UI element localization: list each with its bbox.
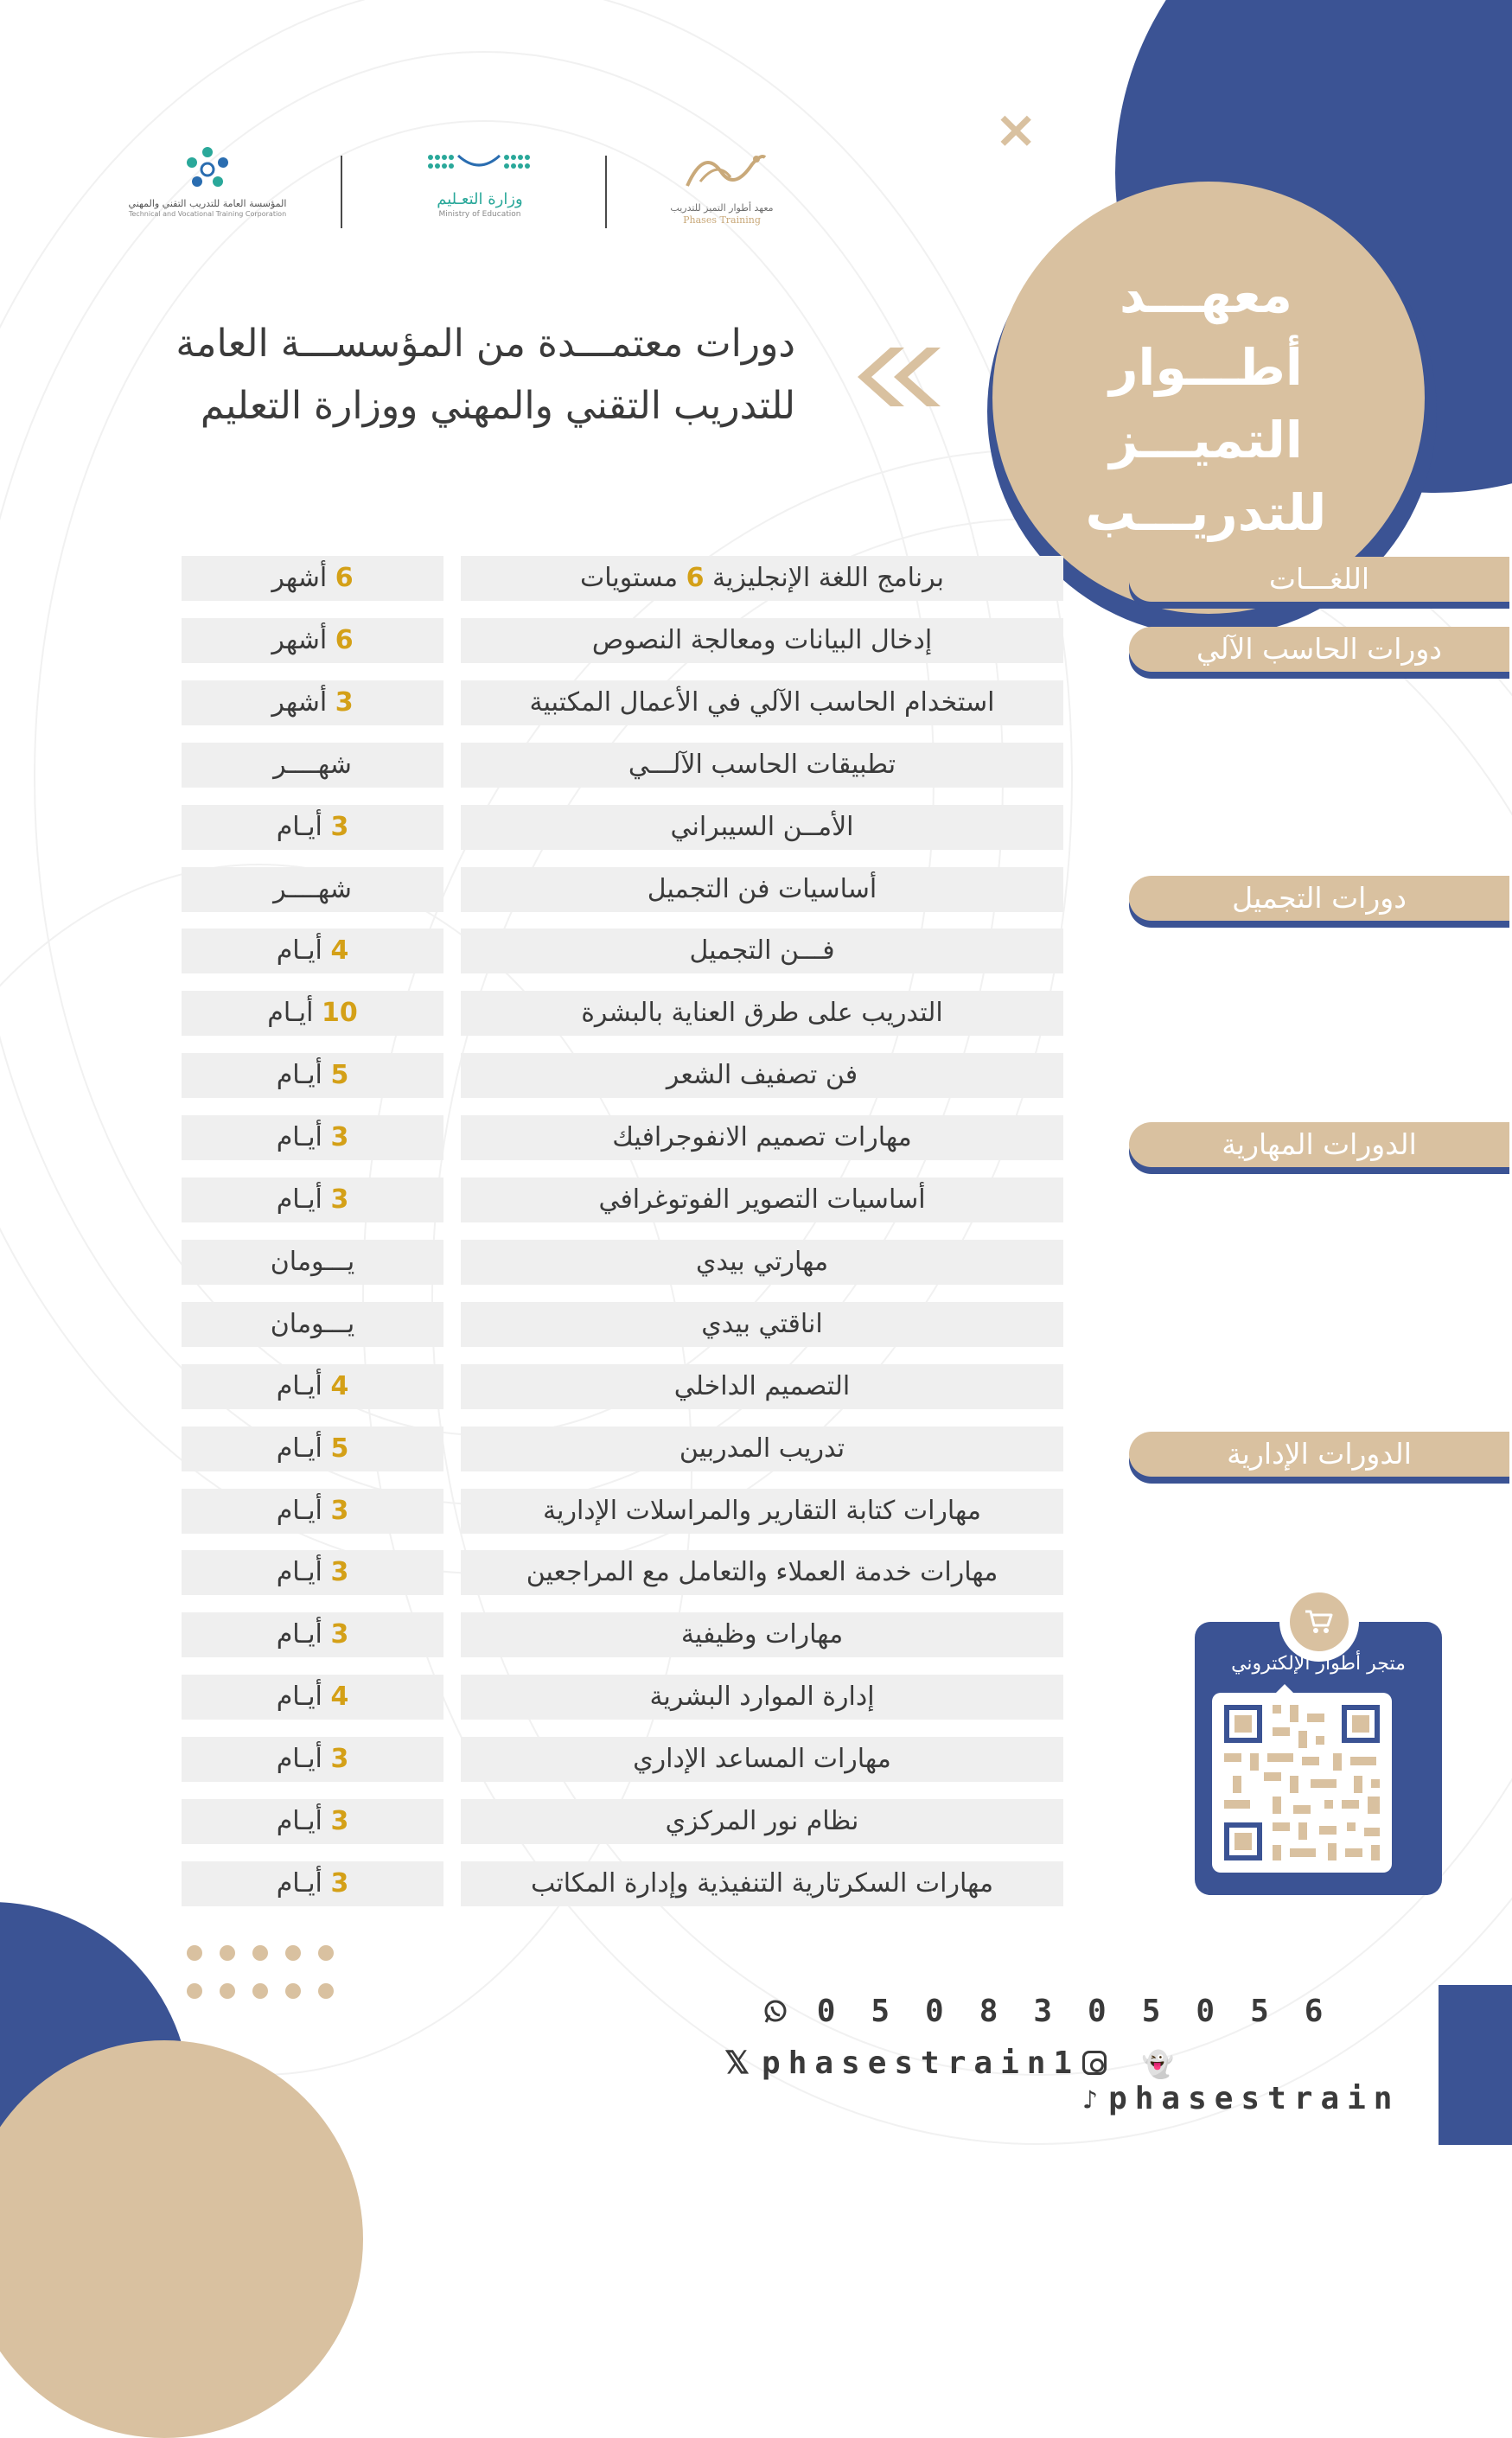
course-name xyxy=(461,1302,1063,1347)
course-name-text: إدخال البيانات ومعالجة النصوص xyxy=(591,625,933,655)
institute-title-line: أطـــوار xyxy=(1109,338,1303,397)
course-name xyxy=(461,1737,1063,1782)
course-name-text: التصميم الداخلي xyxy=(673,1371,851,1401)
course-duration xyxy=(182,1550,443,1595)
moe-logo-icon xyxy=(424,149,536,187)
phone-number-text: 0508305056 xyxy=(816,1994,1359,2029)
duration-number: 5 xyxy=(330,1433,349,1464)
tiktok-icon: ♪ xyxy=(1082,2085,1099,2116)
course-name-text: أساسيات فن التجميل xyxy=(647,874,877,904)
double-chevron-icon xyxy=(847,342,942,412)
duration-number: 6 xyxy=(335,563,354,593)
tvtc-logo-ar: المؤسسة العامة للتدريب التقني والمهني xyxy=(128,198,287,209)
course-name xyxy=(461,743,1063,788)
duration-unit: أيـام xyxy=(276,1122,322,1152)
course-name xyxy=(461,1550,1063,1595)
category-management: الدورات الإدارية xyxy=(1129,1432,1509,1477)
duration-unit: أشهر xyxy=(271,563,328,593)
moe-logo-en: Ministry of Education xyxy=(438,210,521,219)
course-duration xyxy=(182,743,443,788)
shopping-cart-icon xyxy=(1290,1592,1349,1651)
course-duration xyxy=(182,1426,443,1471)
duration-unit: أيـام xyxy=(276,1557,322,1587)
course-duration xyxy=(182,1612,443,1657)
course-duration xyxy=(182,1053,443,1098)
course-duration xyxy=(182,556,443,601)
category-beauty: دورات التجميل xyxy=(1129,876,1509,921)
decor-dot xyxy=(187,1983,202,1999)
course-duration xyxy=(182,991,443,1036)
duration-number: 3 xyxy=(330,1806,349,1836)
duration-number: 3 xyxy=(330,1868,349,1899)
course-name-text: مهارات خدمة العملاء والتعامل مع المراجعين xyxy=(526,1557,998,1587)
course-name-text: الأمــن السيبراني xyxy=(670,812,854,842)
duration-number: 3 xyxy=(330,1496,349,1526)
course-duration xyxy=(182,805,443,850)
course-duration xyxy=(182,1675,443,1720)
decor-dot xyxy=(220,1983,235,1999)
tvtc-logo xyxy=(112,144,303,220)
institute-title-line: معهـــد xyxy=(1120,265,1292,324)
course-duration xyxy=(182,1364,443,1409)
course-name-text: مهارات السكرتارية التنفيذية وإدارة المكاتب xyxy=(530,1868,994,1899)
snapchat-icon: 👻 xyxy=(1141,2050,1175,2080)
close-x-icon: × xyxy=(994,99,1038,160)
duration-unit: أيـام xyxy=(276,1806,322,1836)
duration-unit: أيـام xyxy=(276,1619,322,1650)
institute-title xyxy=(994,201,1418,607)
course-name xyxy=(461,618,1063,663)
course-duration xyxy=(182,1115,443,1160)
course-name xyxy=(461,1053,1063,1098)
duration-unit: يـــومان xyxy=(270,1247,355,1277)
decor-dot xyxy=(318,1983,334,1999)
course-name xyxy=(461,929,1063,973)
duration-number: 3 xyxy=(330,1122,349,1152)
decor-dot xyxy=(187,1945,202,1961)
course-duration xyxy=(182,1737,443,1782)
course-name xyxy=(461,991,1063,1036)
course-duration xyxy=(182,1861,443,1906)
duration-number: 3 xyxy=(330,812,349,842)
duration-number: 3 xyxy=(330,1744,349,1774)
duration-unit: شهــــر xyxy=(273,750,352,780)
headline-line: للتدريب التقني والمهني ووزارة التعليم xyxy=(200,384,795,428)
institute-title-line: التميـــز xyxy=(1109,411,1303,469)
course-name-text: مهارات وظيفية xyxy=(680,1619,844,1650)
category-computer: دورات الحاسب الآلي xyxy=(1129,627,1509,672)
tvtc-logo-en: Technical and Vocational Training Corporation xyxy=(128,210,287,218)
x-handle[interactable] xyxy=(724,2045,1080,2081)
logo-divider xyxy=(341,156,342,228)
course-name-text: مهارات كتابة التقارير والمراسلات الإدارية xyxy=(543,1496,981,1526)
headline xyxy=(112,313,795,437)
course-name xyxy=(461,805,1063,850)
course-name-text: إدارة الموارد البشرية xyxy=(649,1682,875,1712)
course-name xyxy=(461,1240,1063,1285)
duration-number: 10 xyxy=(322,998,358,1028)
duration-number: 4 xyxy=(330,935,349,966)
x-icon: 𝕏 xyxy=(724,2045,750,2081)
phases-logo-icon xyxy=(670,138,774,199)
store-label: متجر أطوار الإلكتروني xyxy=(1231,1653,1406,1675)
duration-number: 3 xyxy=(330,1619,349,1650)
course-name-text: أساسيات التصوير الفوتوغرافي xyxy=(598,1184,926,1215)
course-name xyxy=(461,680,1063,725)
course-name-text: نظام نور المركزي xyxy=(665,1806,859,1836)
decor-dot xyxy=(285,1983,301,1999)
course-name xyxy=(461,1675,1063,1720)
duration-number: 6 xyxy=(335,625,354,655)
course-name-text: تطبيقات الحاسب الآلـــي xyxy=(628,750,896,780)
course-name-text: استخدام الحاسب الآلي في الأعمال المكتبية xyxy=(529,687,995,718)
duration-number: 5 xyxy=(330,1060,349,1090)
category-languages: اللغـــات xyxy=(1129,557,1509,602)
duration-unit: أشهر xyxy=(271,687,328,718)
logo-divider xyxy=(605,156,607,228)
course-duration xyxy=(182,680,443,725)
decor-dot xyxy=(252,1983,268,1999)
course-name-text: فن تصفيف الشعر xyxy=(666,1060,858,1090)
course-duration xyxy=(182,1178,443,1222)
social-handle-text: phasestrain xyxy=(1108,2081,1400,2116)
tvtc-logo-icon xyxy=(182,144,233,195)
moe-logo-ar: وزارة التعـليم xyxy=(437,190,523,208)
course-name-number: 6 xyxy=(686,563,705,593)
course-name-text: مهارات تصميم الانفوجرافيك xyxy=(612,1122,912,1152)
course-duration xyxy=(182,1489,443,1534)
course-name-text: اناقتي بيدي xyxy=(701,1309,823,1339)
duration-unit: أيـام xyxy=(276,1496,322,1526)
whatsapp-icon xyxy=(762,1994,817,2029)
course-name xyxy=(461,1115,1063,1160)
category-skills: الدورات المهارية xyxy=(1129,1122,1509,1167)
phases-logo-en: Phases Training xyxy=(683,214,761,226)
course-duration xyxy=(182,1240,443,1285)
course-duration xyxy=(182,1302,443,1347)
course-name xyxy=(461,1799,1063,1844)
decor-dot xyxy=(285,1945,301,1961)
duration-unit: أيـام xyxy=(276,1868,322,1899)
duration-unit: أيـام xyxy=(276,1060,322,1090)
moe-logo xyxy=(393,149,566,220)
course-name xyxy=(461,1489,1063,1534)
course-name-text: مهارتي بيدي xyxy=(695,1247,829,1277)
duration-unit: أيـام xyxy=(276,1682,322,1712)
duration-unit: يـــومان xyxy=(270,1309,355,1339)
duration-number: 4 xyxy=(330,1371,349,1401)
duration-unit: أيـام xyxy=(267,998,314,1028)
duration-unit: أشهر xyxy=(271,625,328,655)
course-duration xyxy=(182,618,443,663)
decor-dot xyxy=(318,1945,334,1961)
duration-number: 4 xyxy=(330,1682,349,1712)
course-name xyxy=(461,1364,1063,1409)
course-name xyxy=(461,1612,1063,1657)
course-name xyxy=(461,867,1063,912)
decor-navy-block xyxy=(1439,1985,1512,2145)
instagram-icon xyxy=(1082,2051,1107,2075)
phases-logo-ar: معهد أطوار التميز للتدريب xyxy=(670,202,774,214)
decor-dot xyxy=(220,1945,235,1961)
course-duration xyxy=(182,929,443,973)
x-handle-text: phasestrain1 xyxy=(762,2045,1081,2081)
duration-unit: أيـام xyxy=(276,1744,322,1774)
course-name-text: مهارات المساعد الإداري xyxy=(633,1744,891,1774)
duration-unit: أيـام xyxy=(276,1184,322,1215)
duration-unit: شهــــر xyxy=(273,874,352,904)
course-name xyxy=(461,556,1063,601)
duration-number: 3 xyxy=(330,1557,349,1587)
course-duration xyxy=(182,867,443,912)
course-name-text: برنامج اللغة الإنجليزية xyxy=(704,563,945,593)
phases-training-logo xyxy=(644,138,800,227)
duration-number: 3 xyxy=(330,1184,349,1215)
phone-number[interactable] xyxy=(762,1994,1358,2029)
course-name-text: التدريب على طرق العناية بالبشرة xyxy=(581,998,943,1028)
headline-line: دورات معتمـــدة من المؤسســـة العامة xyxy=(175,322,795,366)
course-name xyxy=(461,1861,1063,1906)
institute-title-line: للتدريـــب xyxy=(1085,483,1327,542)
course-name xyxy=(461,1178,1063,1222)
duration-unit: أيـام xyxy=(276,935,322,966)
course-name-text: تدريب المدربين xyxy=(679,1433,845,1464)
course-name-text: فـــن التجميل xyxy=(689,935,835,966)
duration-unit: أيـام xyxy=(276,1371,322,1401)
duration-unit: أيـام xyxy=(276,1433,322,1464)
qr-code-icon xyxy=(1212,1693,1392,1873)
course-duration xyxy=(182,1799,443,1844)
decor-dot xyxy=(252,1945,268,1961)
duration-unit: أيـام xyxy=(276,812,322,842)
qr-code[interactable] xyxy=(1212,1693,1392,1873)
course-name-text: مستويات xyxy=(579,563,686,593)
course-name xyxy=(461,1426,1063,1471)
duration-number: 3 xyxy=(335,687,354,718)
